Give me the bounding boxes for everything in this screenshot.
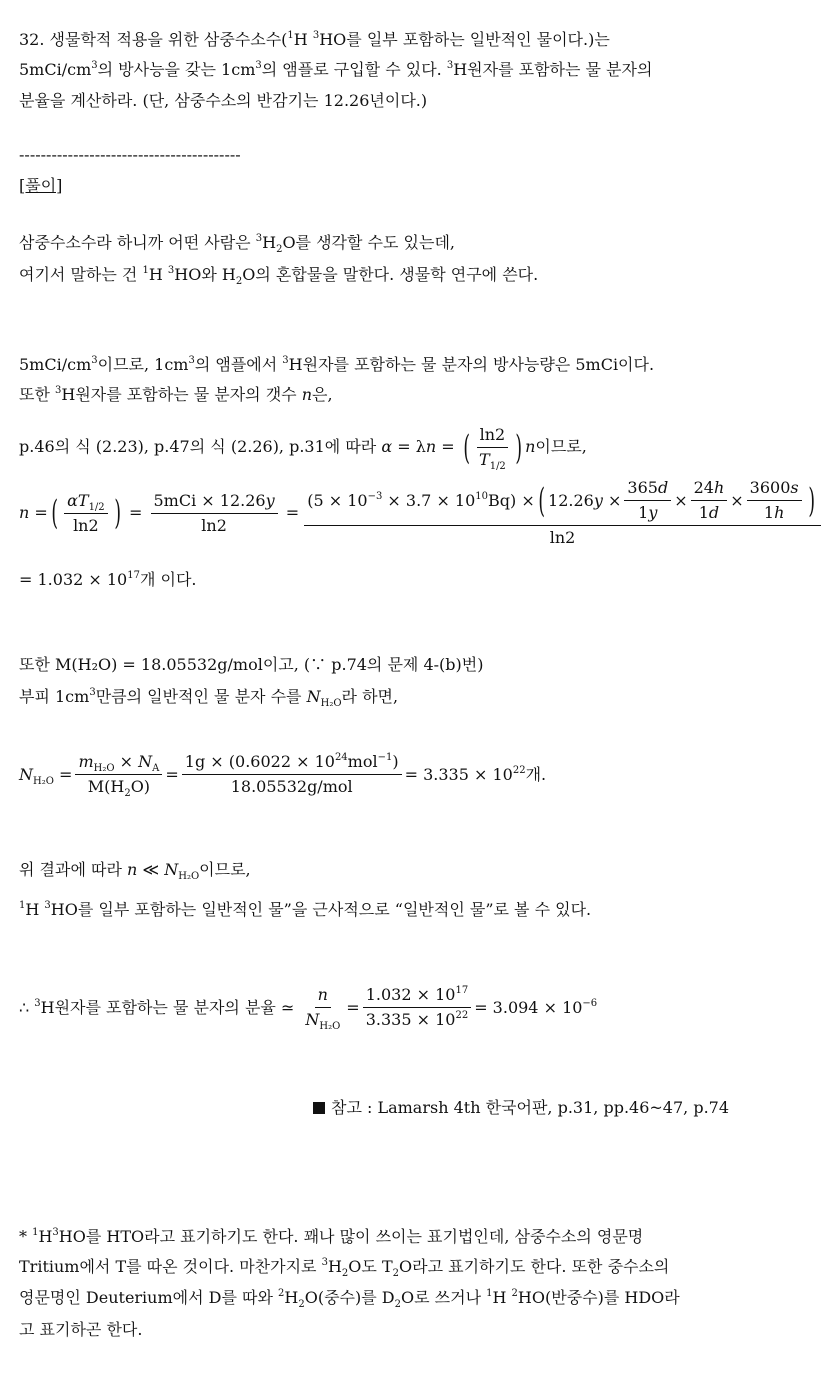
text-segment: 라 하면, bbox=[341, 687, 399, 706]
text-segment: O라고 표기하기도 한다. 또한 중수소의 bbox=[399, 1257, 670, 1276]
text-segment: N bbox=[305, 1010, 320, 1029]
text-segment: ln2 bbox=[201, 515, 227, 535]
text-segment: [풀이] bbox=[19, 176, 63, 195]
text-segment: 이므로, bbox=[535, 437, 587, 456]
text-segment: 22 bbox=[512, 764, 526, 776]
text-line bbox=[19, 1227, 643, 1247]
text-segment: 5mCi/cm bbox=[19, 355, 92, 374]
text-segment: H₂O bbox=[320, 698, 342, 709]
text-segment: d bbox=[708, 503, 720, 522]
math-part bbox=[476, 448, 509, 470]
text-segment: 고 표기하곤 한다. bbox=[19, 1320, 143, 1339]
text-segment: 은, bbox=[312, 385, 333, 404]
text-segment: 3 bbox=[89, 687, 96, 698]
text-segment: H원자를 포함하는 물 분자의 방사능량은 5mCi이다. bbox=[288, 355, 655, 374]
text-segment: 개. bbox=[525, 764, 547, 784]
text-segment: d bbox=[657, 478, 669, 497]
math-part bbox=[19, 437, 460, 456]
math-part bbox=[307, 491, 535, 511]
text-segment: α bbox=[67, 490, 78, 510]
text-segment: A bbox=[152, 763, 160, 774]
text-segment: 2 bbox=[341, 1268, 349, 1279]
text-segment: n bbox=[301, 385, 312, 404]
text-segment: O로 쓰거나 bbox=[401, 1288, 487, 1307]
text-segment: = bbox=[53, 764, 73, 784]
text-segment: × bbox=[114, 752, 139, 771]
text-segment: O의 혼합물을 말한다. 생물학 연구에 쓴다. bbox=[242, 265, 539, 284]
text-line bbox=[19, 860, 251, 880]
text-segment: = 3.094 × 10 bbox=[474, 997, 583, 1017]
text-segment: T bbox=[77, 490, 89, 510]
text-segment: ln2 bbox=[549, 528, 576, 547]
text-segment: × 3.7 × 10 bbox=[382, 490, 476, 510]
text-segment: 22 bbox=[455, 1010, 469, 1021]
text-segment: 2 bbox=[235, 276, 243, 287]
text-segment: H bbox=[293, 30, 313, 49]
text-line bbox=[19, 1257, 669, 1277]
text-line bbox=[19, 1320, 142, 1340]
math-part bbox=[747, 478, 802, 501]
math-part bbox=[64, 491, 108, 514]
text-line bbox=[19, 60, 652, 80]
text-segment: n bbox=[317, 985, 328, 1004]
reference-note bbox=[313, 1098, 729, 1118]
text-segment: 3 bbox=[446, 60, 454, 71]
text-segment: y bbox=[593, 490, 603, 510]
math-part bbox=[477, 425, 509, 448]
text-segment: 18.05532g/mol bbox=[230, 777, 353, 796]
text-segment: N bbox=[138, 752, 153, 771]
math-part bbox=[19, 503, 48, 523]
math-part bbox=[315, 985, 331, 1008]
text-segment: 3 bbox=[282, 355, 289, 366]
text-segment: 5mCi × 12.26 bbox=[153, 490, 266, 510]
text-line bbox=[19, 176, 62, 196]
text-segment: 2 bbox=[394, 1299, 401, 1310]
text-segment: mol bbox=[347, 752, 378, 771]
text-segment: 3600 bbox=[749, 478, 791, 497]
math-part bbox=[151, 491, 278, 514]
text-segment: × bbox=[602, 490, 622, 510]
math-part bbox=[19, 998, 294, 1018]
math-part bbox=[363, 985, 471, 1008]
math-part bbox=[302, 1008, 343, 1030]
text-segment: 2 bbox=[276, 244, 283, 255]
text-segment: 또한 bbox=[19, 385, 55, 404]
text-segment: 3 bbox=[255, 60, 262, 71]
math-part bbox=[474, 998, 597, 1018]
text-segment: = 1.032 × 10 bbox=[19, 570, 128, 589]
text-segment: n bbox=[425, 437, 437, 456]
text-segment: n bbox=[127, 860, 138, 879]
text-segment: h bbox=[774, 503, 785, 522]
equation-fraction: ∴ $^3$H원자를 포함하는 물 분자의 분율 ≃ $\frac{n}{N_{H_2O}}$ = $\frac{1.032 \times 10^{17}}{3.335 \times 10^{22}}$ = $3.094 \times 10^{-6}$ bbox=[19, 985, 598, 1032]
text-segment: N bbox=[19, 764, 33, 784]
text-segment: = 3.335 × 10 bbox=[404, 764, 513, 784]
alpha-relation-line: p.46의 식 (2.23), p.47의 식 (2.26), p.31에 따라 α = λn = ( $\frac{\ln 2}{T_{1/2}}$ ) n이므로, bbox=[19, 425, 587, 472]
text-segment: 2 bbox=[511, 1288, 518, 1299]
text-segment: 부피 1cm bbox=[19, 687, 90, 706]
math-part bbox=[696, 501, 722, 523]
text-segment: 1.032 × 10 bbox=[365, 985, 456, 1004]
text-segment: H bbox=[262, 233, 277, 252]
text-segment: 3 bbox=[34, 997, 41, 1009]
text-segment: = bbox=[29, 503, 48, 522]
text-segment: 3 bbox=[91, 60, 98, 71]
text-segment: T bbox=[479, 450, 490, 469]
text-segment: h bbox=[713, 478, 725, 497]
text-segment: p.46의 식 (2.23), p.47의 식 (2.26), p.31에 따라 bbox=[19, 437, 382, 456]
text-segment: * bbox=[19, 1227, 33, 1246]
text-segment: 분율을 계산하라. (단, 삼중수소의 반감기는 12.26년이다.) bbox=[19, 91, 428, 110]
text-segment: H₂O bbox=[319, 1021, 341, 1032]
text-segment: 이므로, bbox=[199, 860, 251, 879]
text-segment: 1/2 bbox=[88, 501, 105, 513]
equation-N-h2o: $N_{H_2O}$ = $\frac{m_{H_2O} \times N_A}{M(H_2O)}$ = $\frac{1g \times (0.6022 \times 10^{24}mol^{-1})}{\text{18.05532g/mol}}$ = $3.335 \times 10^{22}$개. bbox=[19, 752, 547, 799]
text-segment: ----------------------------------------- bbox=[19, 145, 241, 164]
text-segment: (5 × 10 bbox=[307, 490, 368, 510]
text-line bbox=[19, 265, 538, 285]
text-segment: H원자를 포함하는 물 분자의 갯수 bbox=[61, 385, 302, 404]
text-segment: 32. 생물학적 적용을 위한 삼중수소수( bbox=[19, 30, 288, 49]
text-segment: Bq) × bbox=[488, 490, 535, 510]
text-segment: 개 이다. bbox=[139, 570, 197, 589]
text-segment: 3 bbox=[55, 385, 62, 396]
text-segment: 365 bbox=[627, 478, 658, 497]
math-part bbox=[691, 478, 728, 501]
text-segment: H₂O bbox=[93, 763, 115, 774]
text-segment: ≪ bbox=[137, 860, 165, 879]
text-segment: 3 bbox=[52, 1227, 59, 1238]
text-segment: Tritium에서 T를 따온 것이다. 마찬가지로 bbox=[19, 1257, 322, 1276]
text-line bbox=[19, 30, 610, 50]
text-segment: HO를 일부 포함하는 일반적인 물이다.)는 bbox=[319, 30, 610, 49]
text-segment: H bbox=[284, 1288, 299, 1307]
text-segment: H bbox=[327, 1257, 342, 1276]
text-segment: H bbox=[25, 900, 45, 919]
text-segment: 1 bbox=[638, 503, 649, 522]
math-part bbox=[228, 775, 356, 797]
text-line bbox=[19, 145, 241, 165]
math-part bbox=[761, 501, 788, 523]
text-segment: O) bbox=[130, 777, 151, 796]
text-segment: 3 bbox=[255, 233, 263, 244]
math-part bbox=[547, 526, 579, 548]
math-part bbox=[635, 501, 660, 523]
text-segment: 17 bbox=[127, 570, 140, 581]
text-segment: 의 앰플로 구입할 수 있다. bbox=[261, 60, 447, 79]
text-segment: y bbox=[648, 503, 658, 522]
text-segment: 3 bbox=[167, 265, 175, 276]
text-segment: H bbox=[38, 1227, 53, 1246]
text-segment: 1 bbox=[142, 265, 149, 276]
reference-text: 참고 : Lamarsh 4th 한국어판, p.31, pp.46~47, p.74 bbox=[331, 1098, 730, 1117]
text-segment: HO와 H bbox=[174, 265, 236, 284]
text-segment: s bbox=[790, 478, 799, 497]
text-segment: 3 bbox=[44, 900, 51, 911]
math-part bbox=[525, 437, 587, 456]
text-segment: 5mCi/cm bbox=[19, 60, 92, 79]
text-segment: 17 bbox=[455, 985, 469, 996]
text-segment: ln2 bbox=[73, 515, 99, 535]
math-part bbox=[548, 491, 621, 511]
text-segment: n bbox=[19, 503, 30, 522]
math-part bbox=[198, 514, 230, 536]
text-line bbox=[19, 687, 398, 707]
text-segment: 3 bbox=[321, 1257, 328, 1268]
text-segment: O를 생각할 수도 있는데, bbox=[282, 233, 456, 252]
text-segment: 24 bbox=[693, 478, 714, 497]
text-segment: 1 bbox=[698, 503, 709, 522]
text-segment: 1g × (0.6022 × 10 bbox=[184, 752, 335, 771]
text-line bbox=[19, 570, 197, 590]
text-segment: 10 bbox=[475, 490, 489, 502]
text-segment: 2 bbox=[124, 788, 131, 799]
text-segment: 3 bbox=[91, 355, 98, 366]
text-segment: ∴ bbox=[19, 997, 35, 1017]
text-segment: 여기서 말하는 건 bbox=[19, 265, 143, 284]
text-segment: N bbox=[164, 860, 179, 879]
text-segment: 1 bbox=[486, 1288, 493, 1299]
math-part bbox=[624, 478, 671, 501]
text-segment: N bbox=[306, 687, 321, 706]
text-segment: 의 방사능을 갖는 1cm bbox=[97, 60, 256, 79]
math-part bbox=[405, 765, 547, 785]
text-segment: 1 bbox=[19, 900, 26, 911]
text-segment: = bbox=[436, 437, 460, 456]
text-segment: H₂O bbox=[178, 871, 200, 882]
text-segment: 24 bbox=[334, 752, 348, 763]
text-line bbox=[19, 355, 654, 375]
text-segment: H bbox=[492, 1288, 512, 1307]
math-part bbox=[182, 752, 402, 775]
equation-n: n = ( $\frac{\alpha T_{1/2}}{\ln 2}$ ) = $\frac{\text{5mCi × 12.26y}}{\ln 2}$ = $(5 \times 10^{-3} \times 3.7 \times 10^{10}Bq)$ × ( 12.26y × $\frac{365d}{1y}$ × $\frac{24h}{1d}$ × $\frac{3600s}{1h}$ ) ln2 bbox=[19, 478, 824, 548]
text-segment: n bbox=[525, 437, 536, 456]
text-segment: = λ bbox=[392, 437, 426, 456]
text-line bbox=[19, 1288, 680, 1308]
text-line bbox=[19, 655, 483, 675]
text-segment: y bbox=[265, 490, 275, 510]
text-segment: 1 bbox=[763, 503, 775, 522]
text-segment: M(H bbox=[87, 777, 125, 796]
text-segment: 3.335 × 10 bbox=[365, 1010, 456, 1029]
text-segment: 의 앰플에서 bbox=[194, 355, 283, 374]
text-segment: H원자를 포함하는 물 분자의 분율 ≃ bbox=[40, 997, 295, 1017]
text-segment: ) bbox=[392, 752, 399, 771]
text-segment: H₂O bbox=[33, 775, 54, 787]
text-segment: 3 bbox=[312, 30, 320, 41]
text-segment: 1 bbox=[287, 30, 294, 41]
text-segment: HO를 일부 포함하는 일반적인 물”을 근사적으로 “일반적인 물”로 볼 수 있다. bbox=[50, 900, 592, 919]
math-part bbox=[363, 1008, 471, 1030]
text-segment: 1 bbox=[32, 1227, 39, 1238]
text-segment: ln2 bbox=[479, 425, 506, 444]
text-segment: −1 bbox=[377, 752, 393, 763]
text-segment: 영문명인 Deuterium에서 D를 따와 bbox=[19, 1288, 279, 1307]
text-segment: 또한 M(H₂O) = 18.05532g/mol이고, (∵ p.74의 문제 4-(b)번) bbox=[19, 655, 484, 674]
text-segment: 삼중수소수라 하니까 어떤 사람은 bbox=[19, 233, 256, 252]
text-segment: 만큼의 일반적인 물 분자 수를 bbox=[95, 687, 307, 706]
text-segment: H원자를 포함하는 물 분자의 bbox=[453, 60, 653, 79]
math-part bbox=[19, 765, 72, 785]
text-segment: 2 bbox=[392, 1268, 399, 1279]
text-segment: 2 bbox=[278, 1288, 285, 1299]
text-segment: 12.26 bbox=[548, 490, 594, 510]
text-segment: HO(반중수)를 HDO라 bbox=[517, 1288, 680, 1307]
math-part bbox=[85, 775, 153, 797]
text-segment: O(중수)를 D bbox=[304, 1288, 395, 1307]
math-part bbox=[75, 752, 162, 775]
text-segment: O도 T bbox=[348, 1257, 393, 1276]
text-segment: H bbox=[148, 265, 168, 284]
text-line bbox=[19, 385, 333, 405]
text-segment: 2 bbox=[298, 1299, 305, 1310]
text-segment: m bbox=[78, 752, 94, 771]
text-line bbox=[19, 91, 427, 111]
text-segment: 3 bbox=[188, 355, 195, 366]
square-bullet-icon bbox=[313, 1102, 325, 1114]
text-line bbox=[19, 233, 455, 253]
math-part bbox=[70, 514, 102, 536]
text-segment: HO를 HTO라고 표기하기도 한다. 꽤나 많이 쓰이는 표기법인데, 삼중수소의 영문명 bbox=[58, 1227, 644, 1246]
text-segment: −6 bbox=[582, 997, 598, 1009]
text-segment: 이므로, 1cm bbox=[97, 355, 189, 374]
text-segment: α bbox=[381, 437, 393, 456]
text-line bbox=[19, 900, 591, 920]
text-segment: 위 결과에 따라 bbox=[19, 860, 127, 879]
text-segment: 1/2 bbox=[489, 461, 506, 472]
text-segment: −3 bbox=[367, 490, 383, 502]
